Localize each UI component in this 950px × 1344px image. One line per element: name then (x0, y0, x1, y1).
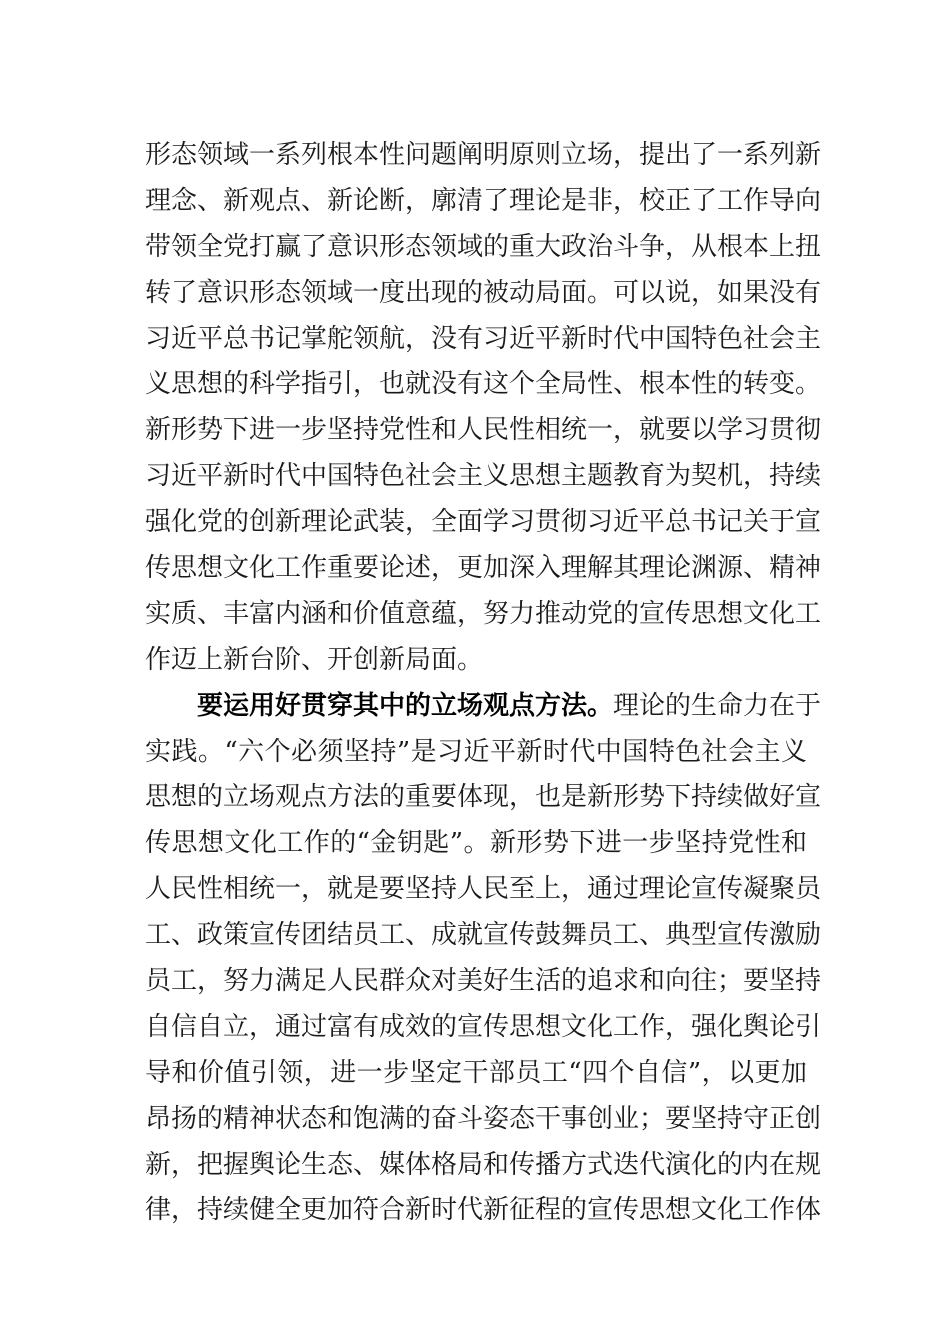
paragraph-first-line (145, 684, 822, 730)
paragraph-2 (145, 684, 822, 1235)
text-line: 转了意识形态领域一度出现的被动局面。可以说，如果没有 (145, 277, 822, 308)
text-line: 员工，努力满足人民群众对美好生活的追求和向往；要坚持 (145, 966, 822, 997)
text-line: 传思想文化工作重要论述，更加深入理解其理论渊源、精神 (145, 553, 822, 584)
text-line: 习近平新时代中国特色社会主义思想主题教育为契机，持续 (145, 461, 822, 492)
text-line: 带领全党打赢了意识形态领域的重大政治斗争，从根本上扭 (145, 231, 822, 262)
text-line: 导和价值引领，进一步坚定干部员工“四个自信”，以更加 (145, 1057, 807, 1088)
text-line: 自信自立，通过富有成效的宣传思想文化工作，强化舆论引 (145, 1011, 822, 1042)
document-page (145, 133, 822, 1234)
text-line: 新，把握舆论生态、媒体格局和传播方式迭代演化的内在规 (145, 1149, 822, 1180)
text-run: 理论的生命力在于 (613, 690, 822, 721)
text-line: 形态领域一系列根本性问题阐明原则立场，提出了一系列新 (145, 140, 822, 170)
text-line: 作迈上新台阶、开创新局面。 (145, 644, 484, 675)
text-line: 实践。“六个必须坚持”是习近平新时代中国特色社会主义 (145, 736, 807, 767)
text-line: 理念、新观点、新论断，廓清了理论是非，校正了工作导向 (145, 185, 822, 216)
text-line: 传思想文化工作的“金钥匙”。新形势下进一步坚持党性和 (145, 828, 807, 859)
text-line: 强化党的创新理论武装，全面学习贯彻习近平总书记关于宣 (145, 507, 822, 538)
text-line: 律，持续健全更加符合新时代新征程的宣传思想文化工作体 (145, 1195, 822, 1226)
paragraph-heading: 要运用好贯穿其中的立场观点方法。 (197, 690, 614, 721)
text-line: 义思想的科学指引，也就没有这个全局性、根本性的转变。 (145, 369, 822, 400)
text-line: 新形势下进一步坚持党性和人民性相统一，就要以学习贯彻 (145, 415, 822, 446)
text-line: 工、政策宣传团结员工、成就宣传鼓舞员工、典型宣传激励 (145, 920, 822, 951)
text-line: 人民性相统一，就是要坚持人民至上，通过理论宣传凝聚员 (145, 874, 822, 905)
paragraph-1 (145, 133, 822, 684)
text-line: 实质、丰富内涵和价值意蕴，努力推动党的宣传思想文化工 (145, 598, 822, 629)
text-line: 昂扬的精神状态和饱满的奋斗姿态干事创业；要坚持守正创 (145, 1103, 822, 1134)
text-line: 思想的立场观点方法的重要体现，也是新形势下持续做好宣 (145, 782, 822, 813)
text-line: 习近平总书记掌舵领航，没有习近平新时代中国特色社会主 (145, 323, 822, 354)
